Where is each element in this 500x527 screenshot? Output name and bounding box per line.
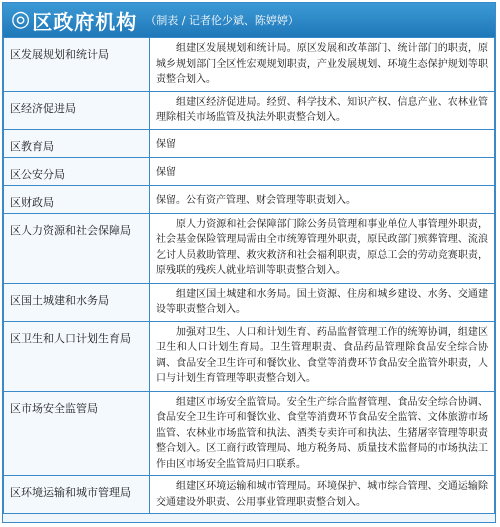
institution-table [3, 37, 495, 514]
table-body [4, 38, 495, 514]
table-frame [2, 2, 496, 523]
department-description: 保留 [150, 129, 495, 157]
department-description: 组建区经济促进局。经贸、科学技术、知识产权、信息产业、农林业管理除相关市场监管及执法外职责整合划入。 [150, 91, 495, 129]
table-row [4, 185, 495, 213]
table-row [4, 213, 495, 283]
department-name: 区人力资源和社会保障局 [4, 213, 150, 283]
department-name: 区财政局 [4, 185, 150, 213]
table-row [4, 391, 495, 476]
department-description: 组建区市场安全监管局。安全生产综合监督管理、食品安全综合协调、食品安全卫生许可和餐饮业、食堂等消费环节食品安全监管、文体旅游市场监管、农林业市场监管和执法、酒类专卖许可和执法、生猪屠宰管理等职责整合划入。区工商行政管理局、地方税务局、质量技术监督局的市场执法工作由区市场安全监管局归口联系。 [150, 391, 495, 476]
department-name: 区教育局 [4, 129, 150, 157]
department-name: 区市场安全监管局 [4, 391, 150, 476]
table-row [4, 321, 495, 391]
table-row [4, 476, 495, 514]
department-name: 区国土城建和水务局 [4, 283, 150, 321]
table-title: 区政府机构 [32, 9, 138, 34]
department-name: 区卫生和人口计划生育局 [4, 321, 150, 391]
department-name: 区公安分局 [4, 157, 150, 185]
department-description: 加强对卫生、人口和计划生育、药品监督管理工作的统筹协调，组建区卫生和人口计划生育局。卫生管理职责、食品药品管理除食品安全综合协调、食品安全卫生许可和餐饮业、食堂等消费环节食品安全监管外职责，人口与计划生育管理等职责整合划入。 [150, 321, 495, 391]
department-description: 组建区环境运输和城市管理局。环境保护、城市综合管理、交通运输除交通建设外职责、公用事业管理职责整合划入。 [150, 476, 495, 514]
department-name: 区环境运输和城市管理局 [4, 476, 150, 514]
table-header [3, 3, 495, 37]
table-row [4, 91, 495, 129]
department-name: 区发展规划和统计局 [4, 38, 150, 92]
table-row [4, 157, 495, 185]
bullseye-icon: ◎ [11, 7, 31, 32]
department-description: 保留。公有资产管理、财会管理等职责划入。 [150, 185, 495, 213]
byline: （制表 / 记者伦少斌、陈婷婷） [145, 14, 299, 27]
table-row [4, 38, 495, 92]
table-row [4, 283, 495, 321]
department-description: 保留 [150, 157, 495, 185]
department-description: 原人力资源和社会保障部门除公务员管理和事业单位人事管理外职责，社会基金保险管理局需由全市统筹管理外职责，原民政部门殡葬管理、流浪乞讨人员救助管理、救灾救济和社会福利职责，原总工会的劳动竞赛职责，原残联的残疾人就业培训等职责整合划入。 [150, 213, 495, 283]
table-row [4, 129, 495, 157]
department-name: 区经济促进局 [4, 91, 150, 129]
department-description: 组建区国土城建和水务局。国土资源、住房和城乡建设、水务、交通建设等职责整合划入。 [150, 283, 495, 321]
department-description: 组建区发展规划和统计局。原区发展和改革部门、统计部门的职责，原城乡规划部门全区性宏观规划职责，产业发展规划、环境生态保护规划等职责整合划入。 [150, 38, 495, 92]
